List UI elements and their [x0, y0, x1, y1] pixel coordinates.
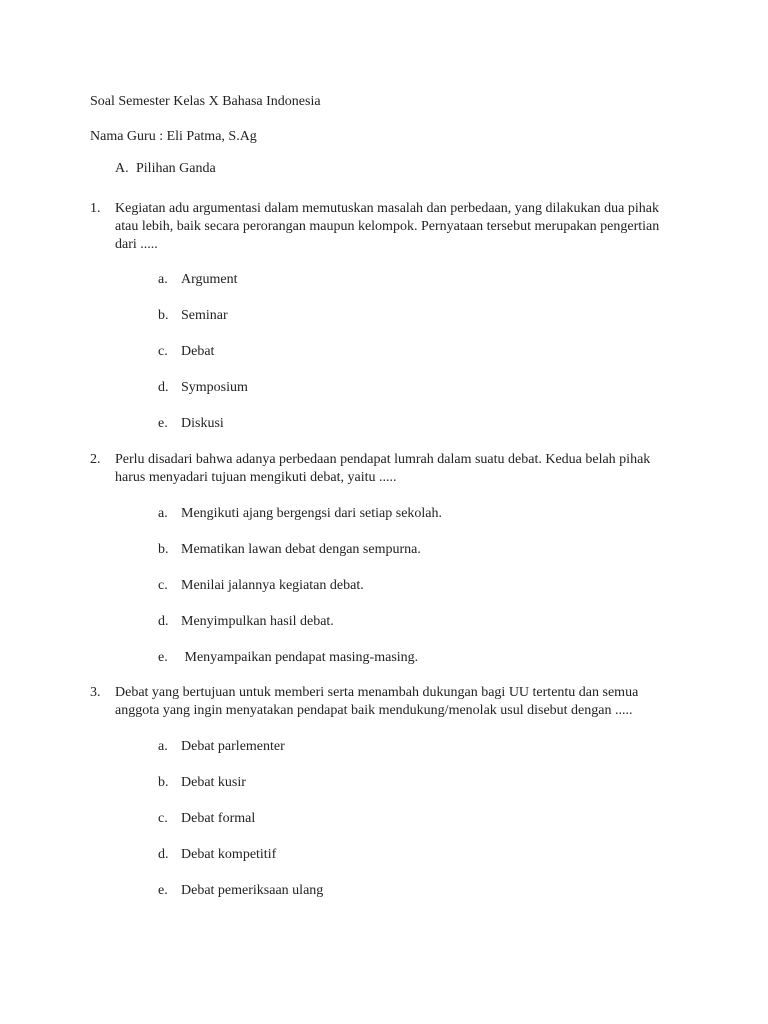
- option-label: Debat pemeriksaan ulang: [181, 883, 324, 898]
- option-letter: b.: [158, 775, 169, 790]
- option-letter: b.: [158, 308, 169, 323]
- option-label: Menilai jalannya kegiatan debat.: [181, 578, 364, 593]
- option-label: Diskusi: [181, 416, 224, 431]
- option-letter: d.: [158, 380, 169, 395]
- option-label: Argument: [181, 272, 238, 287]
- option-label: Mematikan lawan debat dengan sempurna.: [181, 542, 421, 557]
- option-label: Debat parlementer: [181, 739, 285, 754]
- section-letter: A.: [115, 161, 129, 176]
- question-number: 1.: [90, 201, 101, 216]
- option-letter: c.: [158, 811, 168, 826]
- option-label: Debat formal: [181, 811, 256, 826]
- question-text: Debat yang bertujuan untuk memberi serta menambah dukungan bagi UU tertentu dan semua anggota yang ingin menyatakan pendapat baik mendukung/menolak usul disebut dengan .....: [115, 685, 639, 718]
- option-letter: d.: [158, 614, 169, 629]
- question-text: Perlu disadari bahwa adanya perbedaan pendapat lumrah dalam suatu debat. Kedua belah pihak harus menyadari tujuan mengikuti debat, yaitu .....: [115, 452, 651, 485]
- option-letter: c.: [158, 344, 168, 359]
- question-text: Kegiatan adu argumentasi dalam memutuskan masalah dan perbedaan, yang dilakukan dua pihak atau lebih, baik secara perorangan maupun kelompok. Pernyataan tersebut merupakan pengertian dari .....: [115, 201, 660, 252]
- option-letter: b.: [158, 542, 169, 557]
- option-letter: a.: [158, 272, 168, 287]
- option-label: Menyimpulkan hasil debat.: [181, 614, 334, 629]
- document-title: Soal Semester Kelas X Bahasa Indonesia: [90, 94, 321, 109]
- option-label: Mengikuti ajang bergengsi dari setiap sekolah.: [181, 506, 443, 521]
- option-letter: e.: [158, 650, 168, 665]
- option-label: Menyampaikan pendapat masing-masing.: [181, 650, 419, 665]
- option-label: Symposium: [181, 380, 248, 395]
- option-label: Debat: [181, 344, 215, 359]
- teacher-name: Nama Guru : Eli Patma, S.Ag: [90, 129, 257, 144]
- option-letter: d.: [158, 847, 169, 862]
- section-name: Pilihan Ganda: [136, 161, 216, 176]
- option-letter: e.: [158, 883, 168, 898]
- option-letter: c.: [158, 578, 168, 593]
- question-number: 3.: [90, 685, 101, 700]
- option-letter: a.: [158, 739, 168, 754]
- option-label: Debat kompetitif: [181, 847, 277, 862]
- option-letter: e.: [158, 416, 168, 431]
- question-number: 2.: [90, 452, 101, 467]
- option-label: Seminar: [181, 308, 228, 323]
- option-letter: a.: [158, 506, 168, 521]
- option-label: Debat kusir: [181, 775, 246, 790]
